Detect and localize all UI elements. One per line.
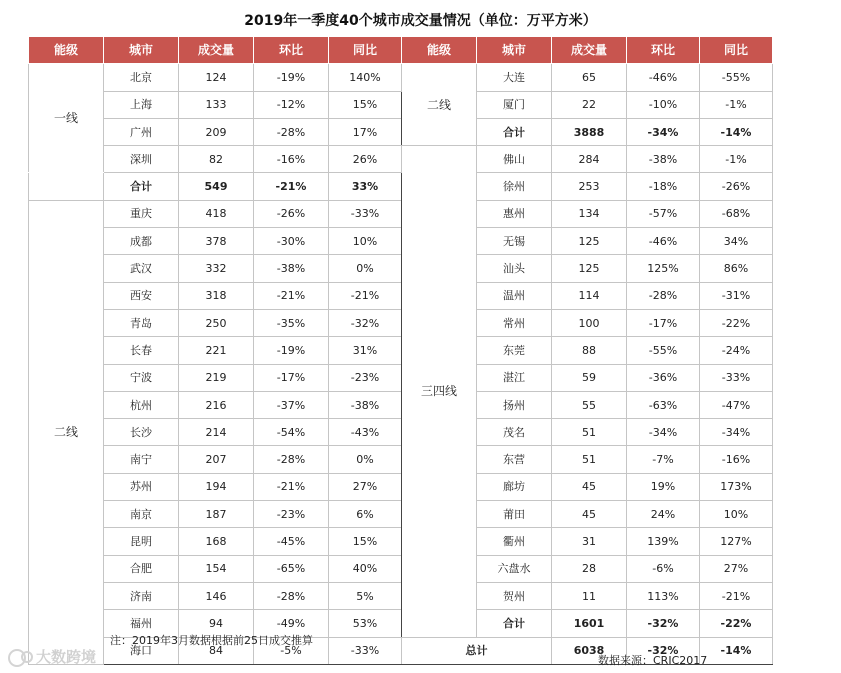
header-mom: 环比 xyxy=(254,37,329,64)
cell-volume: 207 xyxy=(179,446,254,473)
table-row xyxy=(29,446,773,473)
cell-volume: 55 xyxy=(552,391,627,418)
cell-city: 长春 xyxy=(104,337,179,364)
cell-yoy: -55% xyxy=(700,64,773,91)
cell-city: 汕头 xyxy=(477,255,552,282)
city-volume-table xyxy=(28,36,773,665)
cell-mom: -46% xyxy=(627,228,700,255)
cell-volume: 65 xyxy=(552,64,627,91)
cell-volume: 3888 xyxy=(552,118,627,145)
cell-yoy: 34% xyxy=(700,228,773,255)
cell-yoy: 10% xyxy=(700,501,773,528)
cell-mom: -30% xyxy=(254,228,329,255)
tier-label xyxy=(29,173,104,200)
cell-yoy: 0% xyxy=(329,446,402,473)
cell-yoy: -14% xyxy=(700,118,773,145)
cell-city: 成都 xyxy=(104,228,179,255)
cell-mom: -28% xyxy=(254,118,329,145)
cell-volume: 318 xyxy=(179,282,254,309)
cell-mom: -38% xyxy=(627,146,700,173)
cell-mom: -10% xyxy=(627,91,700,118)
cell-city: 深圳 xyxy=(104,146,179,173)
header-mom: 环比 xyxy=(627,37,700,64)
cell-city: 常州 xyxy=(477,309,552,336)
cell-volume: 22 xyxy=(552,91,627,118)
header-row xyxy=(29,37,773,64)
cell-volume: 154 xyxy=(179,555,254,582)
cell-volume: 84 xyxy=(179,637,254,664)
grand-total-volume: 6038 xyxy=(552,637,627,664)
cell-yoy: -21% xyxy=(700,582,773,609)
cell-mom: -7% xyxy=(627,446,700,473)
cell-yoy: 53% xyxy=(329,610,402,637)
header-yoy: 同比 xyxy=(700,37,773,64)
cell-volume: 168 xyxy=(179,528,254,555)
cell-mom: -28% xyxy=(627,282,700,309)
cell-mom: -34% xyxy=(627,118,700,145)
cell-mom: -19% xyxy=(254,64,329,91)
cell-city: 宁波 xyxy=(104,364,179,391)
cell-mom: 113% xyxy=(627,582,700,609)
header-yoy: 同比 xyxy=(329,37,402,64)
cell-city: 上海 xyxy=(104,91,179,118)
cell-volume: 209 xyxy=(179,118,254,145)
cell-yoy: -1% xyxy=(700,91,773,118)
cell-yoy: -34% xyxy=(700,419,773,446)
cell-yoy: -31% xyxy=(700,282,773,309)
cell-city: 济南 xyxy=(104,582,179,609)
header-volume: 成交量 xyxy=(179,37,254,64)
cell-volume: 284 xyxy=(552,146,627,173)
table-row xyxy=(29,118,773,145)
cell-yoy: 40% xyxy=(329,555,402,582)
cell-city: 合计 xyxy=(477,610,552,637)
data-source: 数据来源：CRIC2017 xyxy=(598,654,708,667)
cell-yoy: -33% xyxy=(329,637,402,664)
cell-yoy: 27% xyxy=(329,473,402,500)
cell-volume: 124 xyxy=(179,64,254,91)
cell-yoy: -1% xyxy=(700,146,773,173)
cell-yoy: -33% xyxy=(329,200,402,227)
cell-volume: 332 xyxy=(179,255,254,282)
cell-mom: -17% xyxy=(254,364,329,391)
cell-city: 佛山 xyxy=(477,146,552,173)
cell-volume: 51 xyxy=(552,446,627,473)
table-row xyxy=(29,173,773,200)
table-title: 2019年一季度40个城市成交量情况（单位：万平方米） xyxy=(244,13,597,29)
cell-mom: -63% xyxy=(627,391,700,418)
cell-yoy: 127% xyxy=(700,528,773,555)
cell-city: 昆明 xyxy=(104,528,179,555)
cell-city: 福州 xyxy=(104,610,179,637)
grand-total-yoy: -14% xyxy=(700,637,773,664)
cell-volume: 114 xyxy=(552,282,627,309)
cell-yoy: -38% xyxy=(329,391,402,418)
cell-volume: 214 xyxy=(179,419,254,446)
cell-mom: -38% xyxy=(254,255,329,282)
cell-mom: -12% xyxy=(254,91,329,118)
cell-mom: 125% xyxy=(627,255,700,282)
cell-city: 温州 xyxy=(477,282,552,309)
table-row xyxy=(29,419,773,446)
cell-volume: 88 xyxy=(552,337,627,364)
cell-yoy: -43% xyxy=(329,419,402,446)
cell-city: 西安 xyxy=(104,282,179,309)
cell-city: 东营 xyxy=(477,446,552,473)
cell-mom: -49% xyxy=(254,610,329,637)
cell-volume: 11 xyxy=(552,582,627,609)
cell-yoy: 86% xyxy=(700,255,773,282)
header-volume: 成交量 xyxy=(552,37,627,64)
cell-volume: 194 xyxy=(179,473,254,500)
cell-city: 杭州 xyxy=(104,391,179,418)
table-row xyxy=(29,91,773,118)
cell-city: 贺州 xyxy=(477,582,552,609)
table-body xyxy=(29,64,773,665)
table-row xyxy=(29,282,773,309)
table-row xyxy=(29,364,773,391)
cell-yoy: -16% xyxy=(700,446,773,473)
cell-mom: -54% xyxy=(254,419,329,446)
cell-city: 莆田 xyxy=(477,501,552,528)
cell-mom: -21% xyxy=(254,173,329,200)
table-row xyxy=(29,501,773,528)
cell-volume: 28 xyxy=(552,555,627,582)
cell-volume: 51 xyxy=(552,419,627,446)
cell-city: 衢州 xyxy=(477,528,552,555)
table-row xyxy=(29,64,773,91)
cell-city: 南宁 xyxy=(104,446,179,473)
cell-city: 合肥 xyxy=(104,555,179,582)
cell-city: 重庆 xyxy=(104,200,179,227)
cell-volume: 45 xyxy=(552,501,627,528)
cell-volume: 133 xyxy=(179,91,254,118)
cell-mom: -28% xyxy=(254,446,329,473)
watermark-text: 大数跨境 xyxy=(36,648,97,666)
cell-yoy: -47% xyxy=(700,391,773,418)
cell-mom: -36% xyxy=(627,364,700,391)
table-row xyxy=(29,528,773,555)
cell-yoy: 6% xyxy=(329,501,402,528)
table-row xyxy=(29,337,773,364)
cell-volume: 125 xyxy=(552,255,627,282)
cell-city: 北京 xyxy=(104,64,179,91)
table-row xyxy=(29,473,773,500)
cell-city: 茂名 xyxy=(477,419,552,446)
cell-yoy: -23% xyxy=(329,364,402,391)
tier-label: 三四线 xyxy=(402,146,477,637)
cell-yoy: 31% xyxy=(329,337,402,364)
tier-label: 二线 xyxy=(402,64,477,146)
cell-mom: 19% xyxy=(627,473,700,500)
cell-city: 广州 xyxy=(104,118,179,145)
cell-city: 六盘水 xyxy=(477,555,552,582)
cell-volume: 59 xyxy=(552,364,627,391)
cell-mom: 24% xyxy=(627,501,700,528)
grand-total-mom: -32% xyxy=(627,637,700,664)
cell-volume: 253 xyxy=(552,173,627,200)
cell-city: 大连 xyxy=(477,64,552,91)
cell-yoy: -24% xyxy=(700,337,773,364)
cell-volume: 125 xyxy=(552,228,627,255)
cell-city: 武汉 xyxy=(104,255,179,282)
table-row xyxy=(29,555,773,582)
cell-yoy: 173% xyxy=(700,473,773,500)
cell-volume: 1601 xyxy=(552,610,627,637)
cell-city: 厦门 xyxy=(477,91,552,118)
header-tier: 能级 xyxy=(402,37,477,64)
cell-city: 东莞 xyxy=(477,337,552,364)
cell-mom: -16% xyxy=(254,146,329,173)
cell-volume: 45 xyxy=(552,473,627,500)
cell-volume: 146 xyxy=(179,582,254,609)
tier-label: 二线 xyxy=(29,200,104,664)
cell-yoy: -22% xyxy=(700,610,773,637)
cell-mom: -19% xyxy=(254,337,329,364)
cell-yoy: -68% xyxy=(700,200,773,227)
tier-label: 一线 xyxy=(29,64,104,173)
cell-volume: 250 xyxy=(179,309,254,336)
footnote: 注：2019年3月数据根据前25日成交推算 xyxy=(110,634,313,647)
cell-mom: -18% xyxy=(627,173,700,200)
cell-yoy: -22% xyxy=(700,309,773,336)
cell-yoy: -32% xyxy=(329,309,402,336)
table-row xyxy=(29,391,773,418)
cell-mom: -65% xyxy=(254,555,329,582)
cell-city: 徐州 xyxy=(477,173,552,200)
cell-city: 湛江 xyxy=(477,364,552,391)
table-row xyxy=(29,228,773,255)
watermark-logo-icon xyxy=(8,649,32,665)
cell-city: 合计 xyxy=(104,173,179,200)
cell-city: 惠州 xyxy=(477,200,552,227)
cell-mom: -21% xyxy=(254,282,329,309)
cell-mom: 139% xyxy=(627,528,700,555)
cell-volume: 216 xyxy=(179,391,254,418)
header-city: 城市 xyxy=(104,37,179,64)
cell-city: 无锡 xyxy=(477,228,552,255)
cell-mom: -35% xyxy=(254,309,329,336)
cell-yoy: 17% xyxy=(329,118,402,145)
cell-mom: -32% xyxy=(627,610,700,637)
cell-mom: -55% xyxy=(627,337,700,364)
cell-yoy: 10% xyxy=(329,228,402,255)
cell-city: 青岛 xyxy=(104,309,179,336)
cell-yoy: 140% xyxy=(329,64,402,91)
cell-volume: 219 xyxy=(179,364,254,391)
cell-volume: 418 xyxy=(179,200,254,227)
cell-yoy: -21% xyxy=(329,282,402,309)
cell-mom: -17% xyxy=(627,309,700,336)
cell-volume: 549 xyxy=(179,173,254,200)
cell-mom: -57% xyxy=(627,200,700,227)
cell-volume: 31 xyxy=(552,528,627,555)
table-row xyxy=(29,255,773,282)
cell-city: 扬州 xyxy=(477,391,552,418)
cell-city: 苏州 xyxy=(104,473,179,500)
grand-total-label: 总计 xyxy=(402,637,552,664)
cell-volume: 82 xyxy=(179,146,254,173)
cell-yoy: -33% xyxy=(700,364,773,391)
watermark xyxy=(8,646,96,667)
cell-yoy: 0% xyxy=(329,255,402,282)
header-tier: 能级 xyxy=(29,37,104,64)
cell-mom: -21% xyxy=(254,473,329,500)
cell-mom: -6% xyxy=(627,555,700,582)
table-row xyxy=(29,582,773,609)
cell-volume: 100 xyxy=(552,309,627,336)
cell-yoy: -26% xyxy=(700,173,773,200)
cell-mom: -5% xyxy=(254,637,329,664)
cell-mom: -46% xyxy=(627,64,700,91)
cell-yoy: 33% xyxy=(329,173,402,200)
cell-city: 廊坊 xyxy=(477,473,552,500)
cell-volume: 134 xyxy=(552,200,627,227)
cell-yoy: 5% xyxy=(329,582,402,609)
cell-city: 南京 xyxy=(104,501,179,528)
cell-mom: -23% xyxy=(254,501,329,528)
cell-volume: 221 xyxy=(179,337,254,364)
cell-yoy: 15% xyxy=(329,528,402,555)
cell-mom: -34% xyxy=(627,419,700,446)
cell-city: 长沙 xyxy=(104,419,179,446)
table-row xyxy=(29,200,773,227)
cell-mom: -37% xyxy=(254,391,329,418)
cell-volume: 187 xyxy=(179,501,254,528)
cell-yoy: 15% xyxy=(329,91,402,118)
cell-volume: 378 xyxy=(179,228,254,255)
cell-city: 海口 xyxy=(104,637,179,664)
cell-volume: 94 xyxy=(179,610,254,637)
cell-mom: -28% xyxy=(254,582,329,609)
table-row xyxy=(29,146,773,173)
cell-city: 合计 xyxy=(477,118,552,145)
header-city: 城市 xyxy=(477,37,552,64)
cell-mom: -26% xyxy=(254,200,329,227)
cell-yoy: 27% xyxy=(700,555,773,582)
cell-mom: -45% xyxy=(254,528,329,555)
table-row xyxy=(29,309,773,336)
cell-yoy: 26% xyxy=(329,146,402,173)
